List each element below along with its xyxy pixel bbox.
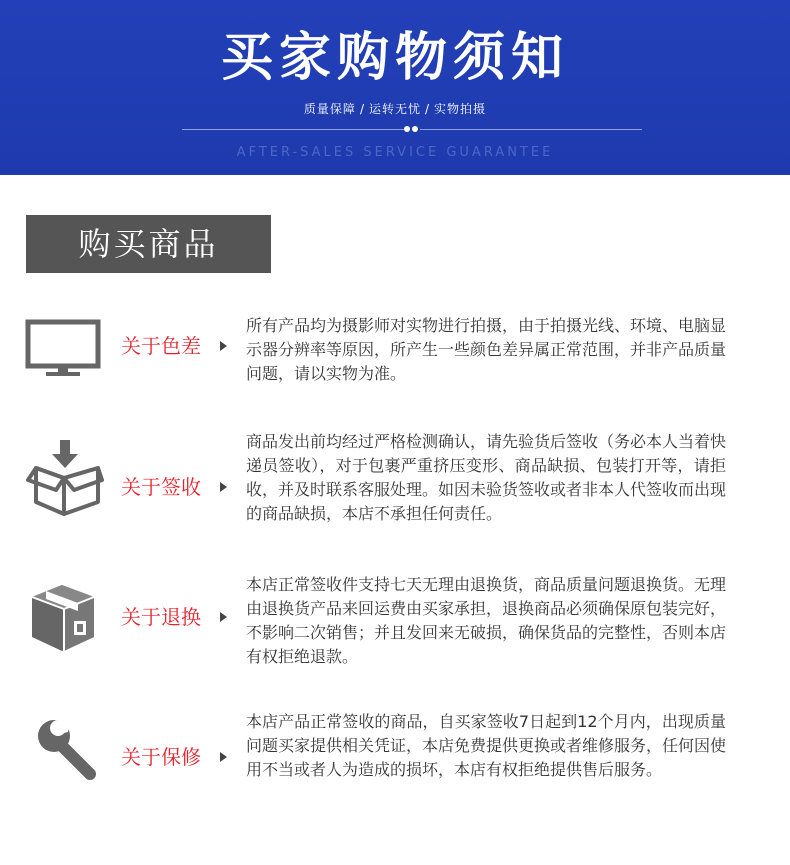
row-label: 关于签收: [121, 475, 201, 499]
tag-separator: /: [359, 102, 365, 116]
tag-quality: 质量保障: [303, 102, 356, 116]
header-banner: [0, 0, 790, 175]
tag-shipping: 运转无忧: [368, 102, 421, 116]
tag-photo: 实物拍摄: [434, 102, 487, 116]
divider-left: [182, 129, 404, 130]
page-title: 买家购物须知: [220, 28, 569, 88]
row-text: 商品发出前均经过严格检测确认，请先验货后签收（务必本人当着快递员签收），对于包裹严重挤压变形、商品缺损、包装打开等，请拒收，并及时联系客服处理。如因未验货签收或者非本人代签收而出现的商品缺损，本店不承担任何责任。: [246, 432, 727, 523]
wrench-icon: [24, 710, 104, 790]
divider-dot-right: [412, 126, 418, 132]
divider-dot-left: [404, 126, 410, 132]
section-title: 购买商品: [26, 215, 271, 273]
arrow-icon: [220, 341, 227, 351]
row-label: 关于退换: [121, 605, 201, 629]
row-label: 关于保修: [121, 745, 201, 769]
header-subtitle-en: AFTER-SALES SERVICE GUARANTEE: [236, 145, 554, 160]
divider-right: [420, 129, 642, 130]
package-receive-icon: [24, 438, 104, 518]
row-label: 关于色差: [121, 334, 201, 358]
monitor-icon: [24, 316, 104, 396]
row-text: 本店产品正常签收的商品，自买家签收7日起到12个月内，出现质量问题买家提供相关凭证，本店免费提供更换或者维修服务，任何因使用不当或者人为造成的损坏，本店有权拒绝提供售后服务。: [246, 712, 727, 779]
package-return-icon: [24, 581, 104, 661]
arrow-icon: [220, 752, 227, 762]
header-tagline: [0, 101, 790, 117]
tag-separator: /: [425, 102, 431, 116]
arrow-icon: [220, 612, 227, 622]
row-text: 本店正常签收件支持七天无理由退换货，商品质量问题退换货。无理由退换货产品来回运费由买家承担，退换商品必须确保原包装完好，不影响二次销售；并且发回来无破损，确保货品的完整性，否则本店有权拒绝退款。: [246, 575, 727, 666]
arrow-icon: [220, 482, 227, 492]
row-text: 所有产品均为摄影师对实物进行拍摄，由于拍摄光线、环境、电脑显示器分辨率等原因，所产生一些颜色差异属正常范围，并非产品质量问题，请以实物为准。: [246, 316, 727, 383]
